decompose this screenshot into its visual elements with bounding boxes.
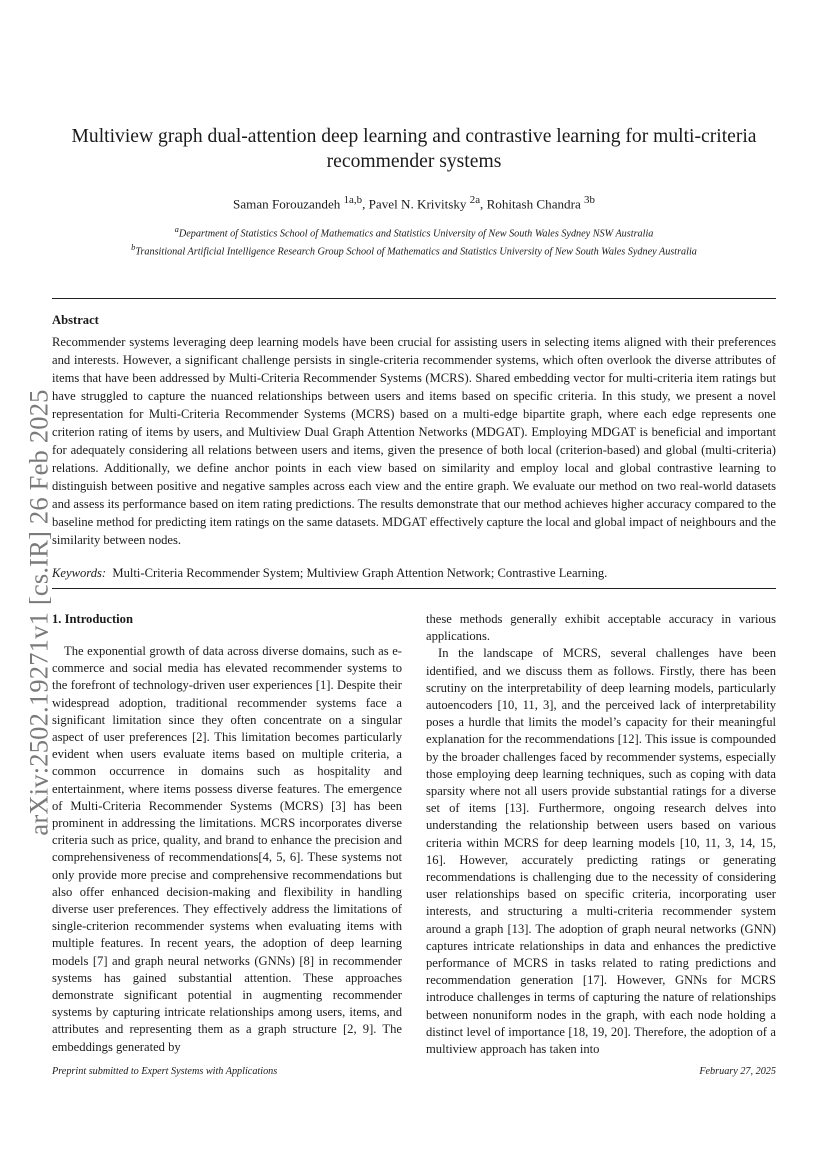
author-name: Pavel N. Krivitsky <box>368 196 470 212</box>
bottom-divider <box>52 588 776 589</box>
affiliation-text: Department of Statistics School of Mathematics and Statistics University of New South Wales Sydney NSW Australia <box>178 228 654 240</box>
author-affiliation-mark: 1a,b <box>343 194 363 206</box>
affiliation-mark: a <box>174 224 179 234</box>
author-list <box>52 192 776 212</box>
author-affiliation-mark: 3b <box>584 194 595 206</box>
affiliations <box>52 223 776 259</box>
top-divider <box>52 298 776 299</box>
affiliation-line <box>52 241 776 259</box>
abstract-body: Recommender systems leveraging deep learning models have been crucial for assisting users in selecting items aligned with their preferences and interests. However, a significant challenge persists in single-criteria recommender systems, which often overlook the diverse attributes of items that have been addressed by Multi-Criteria Recommender Systems (MCRS). Shared embedding vector for multi-criteria item ratings but have struggled to capture the nuanced relationships between users and items based on specific criteria. In this study, we present a novel representation for Multi-Criteria Recommender Systems (MCRS) based on a multi-edge bipartite graph, where each edge represents one criterion rating of items by users, and Multiview Dual Graph Attention Networks (MDGAT). Employing MDGAT is beneficial and important for adequately considering all relations between users and items, given the presence of both local (criterion-based) and global (multi-criteria) relations. Additionally, we define anchor points in each view based on similarity and employ local and global contrastive learning to distinguish between positive and negative samples across each view and the entire graph. We evaluate our method on two real-world datasets and assess its performance based on item rating predictions. The results demonstrate that our method achieves higher accuracy compared to the baseline method for predicting item ratings on the same datasets. MDGAT effectively capture the local and global impact of neighbours and the similarity between nodes. <box>52 335 776 547</box>
abstract-heading: Abstract <box>52 313 99 327</box>
affiliation-text: Transitional Artificial Intelligence Research Group School of Mathematics and Statistics University of New South Wales Sydney Australia <box>135 246 697 258</box>
paper-title: Multiview graph dual-attention deep learning and contrastive learning for multi-criteria recommender systems <box>71 126 757 172</box>
body-paragraph: these methods generally exhibit acceptable accuracy in various applications. <box>426 612 776 644</box>
author-separator: , <box>362 196 369 212</box>
author-name: Rohitash Chandra <box>486 196 585 212</box>
arxiv-stamp-text: arXiv:2502.19271v1 [cs.IR] 26 Feb 2025 <box>23 389 54 836</box>
affiliation-mark: b <box>131 241 136 252</box>
arxiv-identifier-stamp <box>22 375 56 850</box>
keywords-text: Multi-Criteria Recommender System; Multiview Graph Attention Network; Contrastive Learning. <box>112 566 608 580</box>
section-heading: 1. Introduction <box>52 612 133 626</box>
right-column <box>426 611 776 1058</box>
author-name: Saman Forouzandeh <box>233 196 344 212</box>
author-affiliation-mark: 2a <box>469 194 481 206</box>
keywords <box>52 564 776 582</box>
footer-journal: Preprint submitted to Expert Systems with Applications <box>52 1066 278 1077</box>
body-paragraph: In the landscape of MCRS, several challenges have been identified, and we discuss them as follows. Firstly, there has been scrutiny on the interpretability of deep learning models, particularly autoencoders [10, 11, 3], and the perceived lack of interpretability poses a hurdle that limits the model’s capacity for their meaningful explanation for the recommendations [12]. This issue is compounded by the broader challenges faced by recommender systems, especially those employing deep learning techniques, such as coping with data sparsity where not all users provide substantial ratings for a diverse set of items [13]. Furthermore, ongoing research delves into understanding the relationship between users based on various criteria within MCRS for deep learning models [10, 11, 3, 14, 15, 16]. However, accurately predicting ratings or generating recommendations is challenging due to the necessity of considering user relationships based on specific criteria, incorporating user interests, and structuring a multi-criteria recommender system around a graph [13]. The adoption of graph neural networks (GNN) captures intricate relationships in data and enhances the predictive performance of MCRS in tasks related to rating predictions and recommendation generation [17]. However, GNNs for MCRS introduce challenges in terms of capturing the nature of relationships between nonuniform nodes in the graph, with each node holding a distinct level of importance [18, 19, 20]. Therefore, the adoption of a multiview approach has taken into <box>426 646 776 1057</box>
affiliation-line <box>52 223 776 241</box>
left-column <box>52 611 402 1056</box>
keywords-label: Keywords: <box>52 566 107 580</box>
body-paragraph: The exponential growth of data across diverse domains, such as e-commerce and social media has elevated recommender systems to the forefront of technology-driven user experiences [1]. Despite their widespread adoption, traditional recommender systems face a significant limitation since they often concentrate on a singular aspect of user preferences [2]. This limitation becomes particularly evident when users evaluate items based on multiple criteria, a common occurrence in domains such as hospitality and entertainment, where items possess diverse features. The emergence of Multi-Criteria Recommender Systems (MCRS) [3] has been prominent in addressing the limitations. MCRS incorporates diverse criteria such as price, quality, and brand to enhance the precision and comprehensiveness of recommendations[4, 5, 6]. These systems not only provide more precise and comprehensive recommendations but also offer enhanced decision-making and flexibility in handling diverse user preferences. They effectively address the limitations of single-criterion recommender systems when evaluating items with multiple features. In recent years, the adoption of deep learning models [7] and graph neural networks (GNNs) [8] in recommender systems has gained substantial attention. These approaches demonstrate significant potential in augmenting recommender systems by capturing intricate relationships among users, items, and attributes and representing them as a graph structure [2, 9]. The embeddings generated by <box>52 644 402 1054</box>
author-separator: , <box>480 196 487 212</box>
footer-date: February 27, 2025 <box>699 1066 776 1077</box>
